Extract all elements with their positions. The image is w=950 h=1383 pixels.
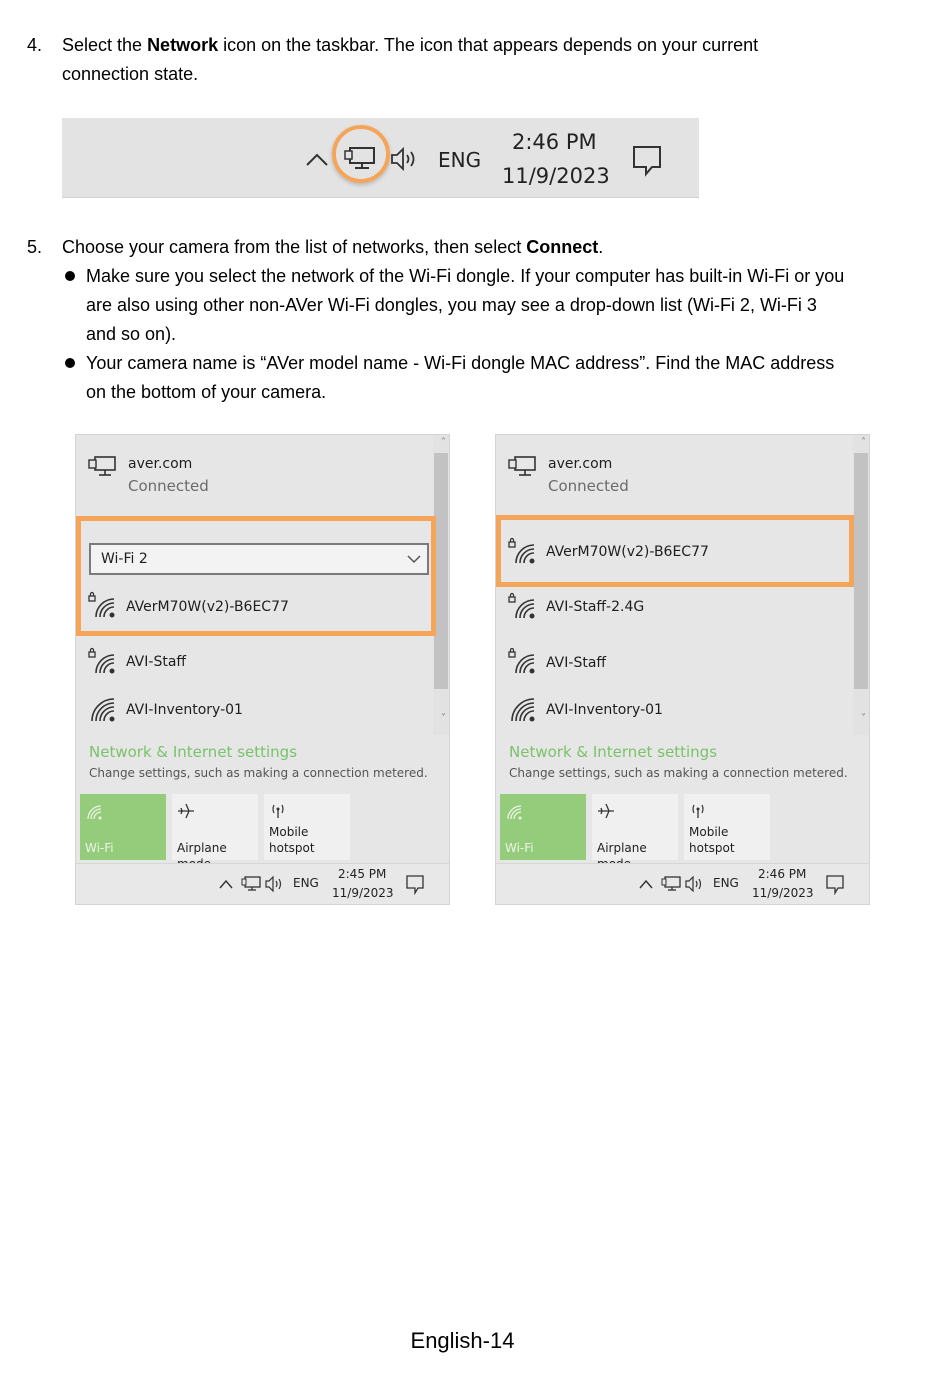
network-name: AVI-Staff [546,655,607,671]
ethernet-icon [88,455,118,479]
airplane-mode-tile[interactable] [172,794,258,860]
clock-date[interactable]: 11/9/2023 [332,886,394,900]
network-flyout-right [495,434,870,905]
wifi-icon [508,695,536,723]
wifi-secured-icon [508,647,536,675]
tile-label: Airplane [597,841,647,855]
clock-date[interactable]: 11/9/2023 [752,886,814,900]
step-4-number: 4. [27,35,43,55]
airplane-icon [597,802,615,820]
bullet-dot [65,271,75,281]
tile-label: Mobile [269,825,309,839]
step-4-text-part: icon on the taskbar. The icon that appears depends on your current [218,35,759,55]
tile-label: Mobile [689,825,729,839]
wifi-adapter-dropdown[interactable] [89,543,429,575]
dropdown-value: Wi-Fi 2 [101,551,148,567]
network-icon[interactable] [241,876,261,892]
tile-label: Wi-Fi [85,841,114,855]
flyout-taskbar [496,863,869,905]
wifi-secured-icon [88,647,116,675]
selection-highlight [76,516,436,636]
connected-status: Connected [548,477,629,495]
tile-label: Airplane [177,841,227,855]
taskbar-screenshot [62,118,699,198]
ethernet-icon [508,455,538,479]
wifi-secured-icon [508,592,536,620]
connected-network-name[interactable]: aver.com [128,456,193,472]
wifi-icon [88,695,116,723]
wifi-toggle-tile[interactable] [80,794,166,860]
network-name: AVI-Staff-2.4G [546,599,645,615]
scroll-down-icon[interactable]: ˅ [861,713,866,724]
scrollbar-thumb[interactable] [434,453,448,689]
flyout-taskbar [76,863,449,905]
show-hidden-icons-chevron-icon[interactable] [305,151,329,167]
clock-date[interactable]: 11/9/2023 [502,164,610,188]
show-hidden-icons-chevron-icon[interactable] [639,879,653,889]
bullet-2-line1: Your camera name is “AVer model name - Wi-Fi dongle MAC address”. Find the MAC address [86,353,835,373]
scroll-up-icon[interactable]: ˄ [861,437,866,448]
network-settings-link[interactable]: Network & Internet settings [89,743,298,761]
step-5-number: 5. [27,237,43,257]
wifi-secured-icon [88,591,116,619]
network-name: AVI-Staff [126,654,187,670]
page-number: English-14 [410,1328,515,1353]
clock-time[interactable]: 2:46 PM [512,130,597,154]
bullet-1-line2: are also using other non-AVer Wi-Fi dongles, you may see a drop-down list (Wi-Fi 2, Wi-Fi 3 [86,295,817,315]
mobile-hotspot-tile[interactable] [264,794,350,860]
network-name: AVI-Inventory-01 [546,702,663,718]
step-5-text [62,233,603,262]
show-hidden-icons-chevron-icon[interactable] [219,879,233,889]
network-name: AVI-Inventory-01 [126,702,243,718]
network-settings-link[interactable]: Network & Internet settings [509,743,718,761]
tile-label: hotspot [269,841,315,855]
bullet-2-line2: on the bottom of your camera. [86,382,327,402]
network-settings-description: Change settings, such as making a connection metered. [509,766,848,780]
volume-icon[interactable] [390,146,422,172]
volume-icon[interactable] [265,876,285,892]
language-indicator[interactable]: ENG [713,876,739,890]
tile-label: Wi-Fi [505,841,534,855]
notification-center-icon[interactable] [632,145,664,177]
scrollbar-thumb[interactable] [854,453,868,689]
bullet-1-line3: and so on). [86,324,177,344]
step-5-text-part: Choose your camera from the list of networks, then select [62,237,527,257]
clock-time[interactable]: 2:45 PM [338,867,387,881]
airplane-mode-tile[interactable] [592,794,678,860]
clock-time[interactable]: 2:46 PM [758,867,807,881]
connect-keyword: Connect [526,237,599,257]
chevron-down-icon [407,554,421,564]
step-5-text-part: . [598,237,604,257]
bullet-dot [65,358,75,368]
network-settings-description: Change settings, such as making a connection metered. [89,766,428,780]
language-indicator[interactable]: ENG [293,876,319,890]
scroll-up-icon[interactable]: ˄ [441,437,446,448]
wifi-secured-icon [508,537,536,565]
wifi-icon [86,804,102,820]
hotspot-icon [269,802,287,820]
connected-status: Connected [128,477,209,495]
network-keyword: Network [147,35,219,55]
notification-center-icon[interactable] [406,875,426,895]
airplane-icon [177,802,195,820]
network-icon[interactable] [661,876,681,892]
bullet-1-line1: Make sure you select the network of the Wi-Fi dongle. If your computer has built-in Wi-Fi or you [86,266,845,286]
volume-icon[interactable] [685,876,705,892]
hotspot-icon [689,802,707,820]
wifi-toggle-tile[interactable] [500,794,586,860]
step-4-text-part: Select the [62,35,148,55]
step-4-text [62,31,758,60]
notification-center-icon[interactable] [826,875,846,895]
network-name: AVerM70W(v2)-B6EC77 [546,544,709,560]
network-name: AVerM70W(v2)-B6EC77 [126,599,289,615]
connected-network-name[interactable]: aver.com [548,456,613,472]
language-indicator[interactable]: ENG [438,148,482,172]
network-icon[interactable] [344,146,376,170]
tile-label: hotspot [689,841,735,855]
step-4-text-line2: connection state. [62,64,199,84]
scroll-down-icon[interactable]: ˅ [441,713,446,724]
wifi-icon [506,804,522,820]
network-flyout-left [75,434,450,905]
mobile-hotspot-tile[interactable] [684,794,770,860]
